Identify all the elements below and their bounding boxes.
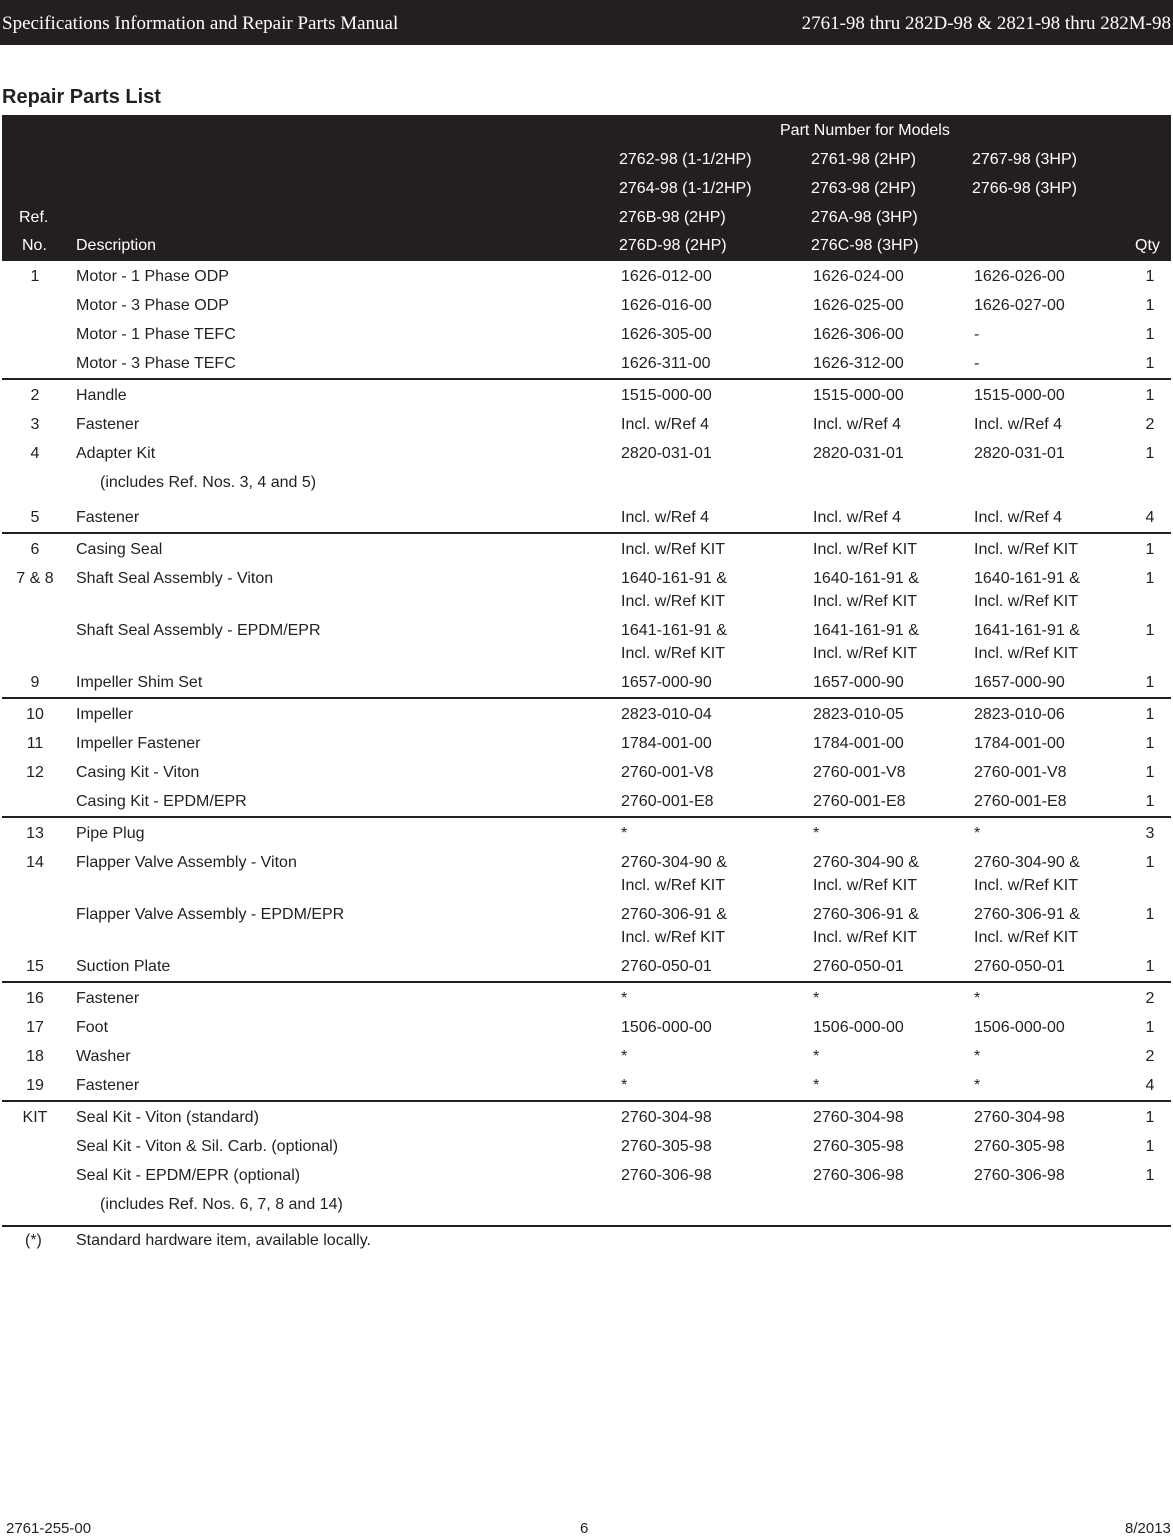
table-row xyxy=(2,319,1171,348)
part-number-cell: * xyxy=(974,825,981,842)
qty-cell: 4 xyxy=(1145,1077,1155,1094)
qty-label: Qty xyxy=(1135,237,1160,254)
ref-cell: 13 xyxy=(26,825,44,842)
model-cell: 276C-98 (3HP) xyxy=(811,237,919,254)
part-number-cell: 2760-001-V8 xyxy=(974,764,1067,781)
description-cell: Impeller xyxy=(76,706,133,723)
table-row xyxy=(2,786,1171,815)
footnote-text: Standard hardware item, available locally. xyxy=(76,1232,371,1249)
description-cell: Motor - 3 Phase ODP xyxy=(76,297,229,314)
ref-cell: 6 xyxy=(30,541,40,558)
qty-cell: 1 xyxy=(1145,541,1155,558)
part-number-cell: 1626-026-00 xyxy=(974,268,1065,285)
parts-group xyxy=(2,534,1171,699)
part-number-cell: 1626-016-00 xyxy=(621,297,712,314)
part-number-cell: * xyxy=(974,990,981,1007)
qty-cell: 1 xyxy=(1145,706,1155,723)
table-row xyxy=(2,1189,1171,1224)
part-number-cell: Incl. w/Ref KIT xyxy=(813,541,918,558)
part-number-cell: Incl. w/Ref 4 xyxy=(974,416,1063,433)
part-number-cell: 1640-161-91 & Incl. w/Ref KIT xyxy=(621,570,727,610)
qty-cell: 1 xyxy=(1145,355,1155,372)
description-cell: Shaft Seal Assembly - Viton xyxy=(76,570,274,587)
description-label: Description xyxy=(76,237,157,254)
part-number-cell: 2823-010-04 xyxy=(621,706,712,723)
part-number-cell: 2760-304-90 & Incl. w/Ref KIT xyxy=(813,854,919,894)
manual-title: Specifications Information and Repair Parts Manual xyxy=(2,13,399,34)
part-number-cell: 1626-027-00 xyxy=(974,297,1065,314)
part-number-cell: * xyxy=(813,1077,820,1094)
table-row xyxy=(2,667,1171,696)
part-number-cell: 2760-001-E8 xyxy=(813,793,906,810)
description-cell: Fastener xyxy=(76,509,140,526)
ref-label: Ref. xyxy=(19,209,49,226)
table-row xyxy=(2,502,1171,531)
part-number-cell: - xyxy=(974,355,980,372)
model-cell: 2762-98 (1-1/2HP) xyxy=(619,151,752,168)
issue-date: 8/2013 xyxy=(1125,1520,1171,1537)
ref-cell: 11 xyxy=(26,735,44,752)
model-cell: 2764-98 (1-1/2HP) xyxy=(619,180,752,197)
qty-cell: 1 xyxy=(1145,906,1155,923)
model-cell: 276B-98 (2HP) xyxy=(619,209,726,226)
model-cell: 2761-98 (2HP) xyxy=(811,151,916,168)
table-row xyxy=(2,467,1171,502)
description-cell: Flapper Valve Assembly - EPDM/EPR xyxy=(76,906,345,923)
table-row xyxy=(2,899,1171,951)
part-number-cell: * xyxy=(813,825,820,842)
table-row xyxy=(2,534,1171,563)
qty-cell: 1 xyxy=(1145,764,1155,781)
part-number-cell: 1506-000-00 xyxy=(621,1019,712,1036)
table-row xyxy=(2,615,1171,667)
part-number-cell: 1784-001-00 xyxy=(621,735,712,752)
part-number-cell: 1506-000-00 xyxy=(974,1019,1065,1036)
footnote-mark: (*) xyxy=(25,1232,42,1249)
part-number-cell: 2760-306-91 & Incl. w/Ref KIT xyxy=(974,906,1080,946)
table-row xyxy=(2,757,1171,786)
qty-cell: 1 xyxy=(1145,445,1155,462)
qty-cell: 1 xyxy=(1145,570,1155,587)
part-number-cell: 2760-305-98 xyxy=(974,1138,1065,1155)
part-number-cell: 1515-000-00 xyxy=(813,387,904,404)
table-row xyxy=(2,847,1171,899)
table-row xyxy=(2,563,1171,615)
model-range: 2761-98 thru 282D-98 & 2821-98 thru 282M-98 xyxy=(801,13,1171,34)
table-row xyxy=(2,380,1171,409)
part-number-cell: * xyxy=(974,1048,981,1065)
part-number-cell: * xyxy=(621,1048,628,1065)
qty-cell: 1 xyxy=(1145,1167,1155,1184)
table-row xyxy=(2,438,1171,467)
qty-cell: 1 xyxy=(1145,735,1155,752)
parts-group xyxy=(2,380,1171,534)
table-header xyxy=(2,115,1171,261)
part-number-cell: - xyxy=(974,326,980,343)
qty-cell: 1 xyxy=(1145,622,1155,639)
part-number-cell: * xyxy=(813,990,820,1007)
part-number-cell: 1784-001-00 xyxy=(813,735,904,752)
model-cell: 276A-98 (3HP) xyxy=(811,209,918,226)
description-cell: Motor - 3 Phase TEFC xyxy=(76,355,236,372)
ref-cell: KIT xyxy=(22,1109,48,1126)
ref-cell: 7 & 8 xyxy=(16,570,54,587)
description-cell: Seal Kit - Viton & Sil. Carb. (optional) xyxy=(76,1138,339,1155)
table-row xyxy=(2,728,1171,757)
description-cell: Impeller Shim Set xyxy=(76,674,203,691)
part-number-cell: Incl. w/Ref 4 xyxy=(974,509,1063,526)
part-number-cell: 2760-306-98 xyxy=(974,1167,1065,1184)
description-cell: Handle xyxy=(76,387,127,404)
qty-cell: 1 xyxy=(1145,387,1155,404)
part-number-cell: 1626-306-00 xyxy=(813,326,904,343)
part-number-cell: 1626-012-00 xyxy=(621,268,712,285)
description-cell: Motor - 1 Phase TEFC xyxy=(76,326,236,343)
footnote xyxy=(2,1227,1171,1257)
part-number-cell: 2760-050-01 xyxy=(974,958,1065,975)
table-row xyxy=(2,290,1171,319)
ref-cell: 19 xyxy=(26,1077,44,1094)
qty-cell: 1 xyxy=(1145,1109,1155,1126)
qty-cell: 1 xyxy=(1145,674,1155,691)
part-number-cell: 2760-306-98 xyxy=(621,1167,712,1184)
part-number-cell: 1626-305-00 xyxy=(621,326,712,343)
part-number-cell: 2760-306-98 xyxy=(813,1167,904,1184)
page-title: Repair Parts List xyxy=(2,86,161,108)
part-number-cell: 2820-031-01 xyxy=(813,445,904,462)
part-number-cell: 1506-000-00 xyxy=(813,1019,904,1036)
part-number-cell: 1657-000-90 xyxy=(813,674,904,691)
model-cell: 2767-98 (3HP) xyxy=(972,151,1077,168)
table-row xyxy=(2,409,1171,438)
part-number-cell: 2760-001-V8 xyxy=(813,764,906,781)
table-row xyxy=(2,699,1171,728)
qty-cell: 2 xyxy=(1145,416,1155,433)
qty-cell: 2 xyxy=(1145,990,1155,1007)
part-number-cell: 1784-001-00 xyxy=(974,735,1065,752)
part-number-cell: Incl. w/Ref 4 xyxy=(813,509,902,526)
parts-group xyxy=(2,983,1171,1102)
part-number-cell: 2823-010-05 xyxy=(813,706,904,723)
part-number-cell: 2760-305-98 xyxy=(621,1138,712,1155)
model-cell: 276D-98 (2HP) xyxy=(619,237,727,254)
model-cell: 2766-98 (3HP) xyxy=(972,180,1077,197)
ref-cell: 2 xyxy=(30,387,40,404)
description-cell: Suction Plate xyxy=(76,958,171,975)
table-row xyxy=(2,1012,1171,1041)
part-number-cell: 2820-031-01 xyxy=(974,445,1065,462)
header-bar xyxy=(0,0,1173,45)
parts-group xyxy=(2,818,1171,983)
parts-group xyxy=(2,1102,1171,1227)
part-number-cell: Incl. w/Ref 4 xyxy=(813,416,902,433)
part-number-cell: 1641-161-91 & Incl. w/Ref KIT xyxy=(813,622,919,662)
part-number-cell: 1626-312-00 xyxy=(813,355,904,372)
part-number-cell: 2760-050-01 xyxy=(813,958,904,975)
qty-cell: 1 xyxy=(1145,958,1155,975)
ref-cell: 16 xyxy=(26,990,44,1007)
part-number-cell: 2760-306-91 & Incl. w/Ref KIT xyxy=(813,906,919,946)
parts-table-body xyxy=(2,261,1171,1257)
part-number-cell: 1626-311-00 xyxy=(621,355,711,372)
qty-cell: 1 xyxy=(1145,268,1155,285)
table-row xyxy=(2,1131,1171,1160)
description-cell: Fastener xyxy=(76,990,140,1007)
part-number-cell: * xyxy=(621,1077,628,1094)
ref-cell: 9 xyxy=(30,674,40,691)
ref-cell: 12 xyxy=(26,764,44,781)
ref-cell: 4 xyxy=(30,445,40,462)
part-number-cell: 2823-010-06 xyxy=(974,706,1065,723)
ref-cell: 14 xyxy=(26,854,44,871)
part-number-cell: 2760-304-98 xyxy=(813,1109,904,1126)
part-number-cell: * xyxy=(974,1077,981,1094)
part-number-cell: 1657-000-90 xyxy=(974,674,1065,691)
qty-cell: 1 xyxy=(1145,297,1155,314)
table-row xyxy=(2,1102,1171,1131)
table-row xyxy=(2,951,1171,980)
description-cell: Fastener xyxy=(76,416,140,433)
table-row xyxy=(2,818,1171,847)
description-cell: Casing Seal xyxy=(76,541,163,558)
table-row xyxy=(2,983,1171,1012)
table-row xyxy=(2,1160,1171,1189)
description-cell: Casing Kit - Viton xyxy=(76,764,200,781)
parts-group xyxy=(2,699,1171,818)
ref-cell: 10 xyxy=(26,706,44,723)
table-row xyxy=(2,348,1171,377)
description-cell: Fastener xyxy=(76,1077,140,1094)
no-label: No. xyxy=(22,237,47,254)
description-cell: Adapter Kit xyxy=(76,445,156,462)
part-number-cell: 1515-000-00 xyxy=(974,387,1065,404)
part-number-cell: 2820-031-01 xyxy=(621,445,712,462)
qty-cell: 3 xyxy=(1145,825,1155,842)
ref-cell: 17 xyxy=(26,1019,44,1036)
models-group-label: Part Number for Models xyxy=(780,122,950,139)
description-cell: (includes Ref. Nos. 6, 7, 8 and 14) xyxy=(100,1196,343,1213)
part-number-cell: * xyxy=(813,1048,820,1065)
part-number-cell: 2760-001-V8 xyxy=(621,764,714,781)
part-number-cell: 2760-304-90 & Incl. w/Ref KIT xyxy=(974,854,1080,894)
description-cell: Pipe Plug xyxy=(76,825,145,842)
description-cell: Motor - 1 Phase ODP xyxy=(76,268,229,285)
part-number-cell: 1626-025-00 xyxy=(813,297,904,314)
part-number-cell: Incl. w/Ref 4 xyxy=(621,509,710,526)
page-number: 6 xyxy=(580,1520,589,1537)
model-cell: 2763-98 (2HP) xyxy=(811,180,916,197)
part-number-cell: 1640-161-91 & Incl. w/Ref KIT xyxy=(974,570,1080,610)
table-row xyxy=(2,1070,1171,1099)
ref-cell: 3 xyxy=(30,416,40,433)
doc-number: 2761-255-00 xyxy=(6,1520,92,1537)
ref-cell: 5 xyxy=(30,509,40,526)
part-number-cell: 2760-304-90 & Incl. w/Ref KIT xyxy=(621,854,727,894)
description-cell: Foot xyxy=(76,1019,109,1036)
part-number-cell: 2760-304-98 xyxy=(974,1109,1065,1126)
ref-cell: 15 xyxy=(26,958,44,975)
part-number-cell: 2760-305-98 xyxy=(813,1138,904,1155)
part-number-cell: 1657-000-90 xyxy=(621,674,712,691)
description-cell: Washer xyxy=(76,1048,131,1065)
qty-cell: 1 xyxy=(1145,854,1155,871)
part-number-cell: 1641-161-91 & Incl. w/Ref KIT xyxy=(974,622,1080,662)
qty-cell: 1 xyxy=(1145,1019,1155,1036)
part-number-cell: 2760-306-91 & Incl. w/Ref KIT xyxy=(621,906,727,946)
table-row xyxy=(2,1041,1171,1070)
part-number-cell: 2760-304-98 xyxy=(621,1109,712,1126)
part-number-cell: 1640-161-91 & Incl. w/Ref KIT xyxy=(813,570,919,610)
description-cell: Seal Kit - Viton (standard) xyxy=(76,1109,259,1126)
ref-cell: 1 xyxy=(30,268,40,285)
part-number-cell: * xyxy=(621,990,628,1007)
part-number-cell: 2760-001-E8 xyxy=(621,793,714,810)
part-number-cell: * xyxy=(621,825,628,842)
qty-cell: 1 xyxy=(1145,793,1155,810)
part-number-cell: 1641-161-91 & Incl. w/Ref KIT xyxy=(621,622,727,662)
table-row xyxy=(2,261,1171,290)
qty-cell: 1 xyxy=(1145,326,1155,343)
qty-cell: 4 xyxy=(1145,509,1155,526)
description-cell: Impeller Fastener xyxy=(76,735,201,752)
description-cell: Shaft Seal Assembly - EPDM/EPR xyxy=(76,622,321,639)
part-number-cell: Incl. w/Ref KIT xyxy=(621,541,726,558)
description-cell: (includes Ref. Nos. 3, 4 and 5) xyxy=(100,474,317,491)
parts-group xyxy=(2,261,1171,380)
part-number-cell: 2760-001-E8 xyxy=(974,793,1067,810)
description-cell: Seal Kit - EPDM/EPR (optional) xyxy=(76,1167,301,1184)
part-number-cell: 2760-050-01 xyxy=(621,958,712,975)
description-cell: Casing Kit - EPDM/EPR xyxy=(76,793,247,810)
part-number-cell: Incl. w/Ref KIT xyxy=(974,541,1079,558)
ref-cell: 18 xyxy=(26,1048,44,1065)
qty-cell: 2 xyxy=(1145,1048,1155,1065)
qty-cell: 1 xyxy=(1145,1138,1155,1155)
part-number-cell: 1515-000-00 xyxy=(621,387,712,404)
part-number-cell: Incl. w/Ref 4 xyxy=(621,416,710,433)
description-cell: Flapper Valve Assembly - Viton xyxy=(76,854,297,871)
part-number-cell: 1626-024-00 xyxy=(813,268,904,285)
